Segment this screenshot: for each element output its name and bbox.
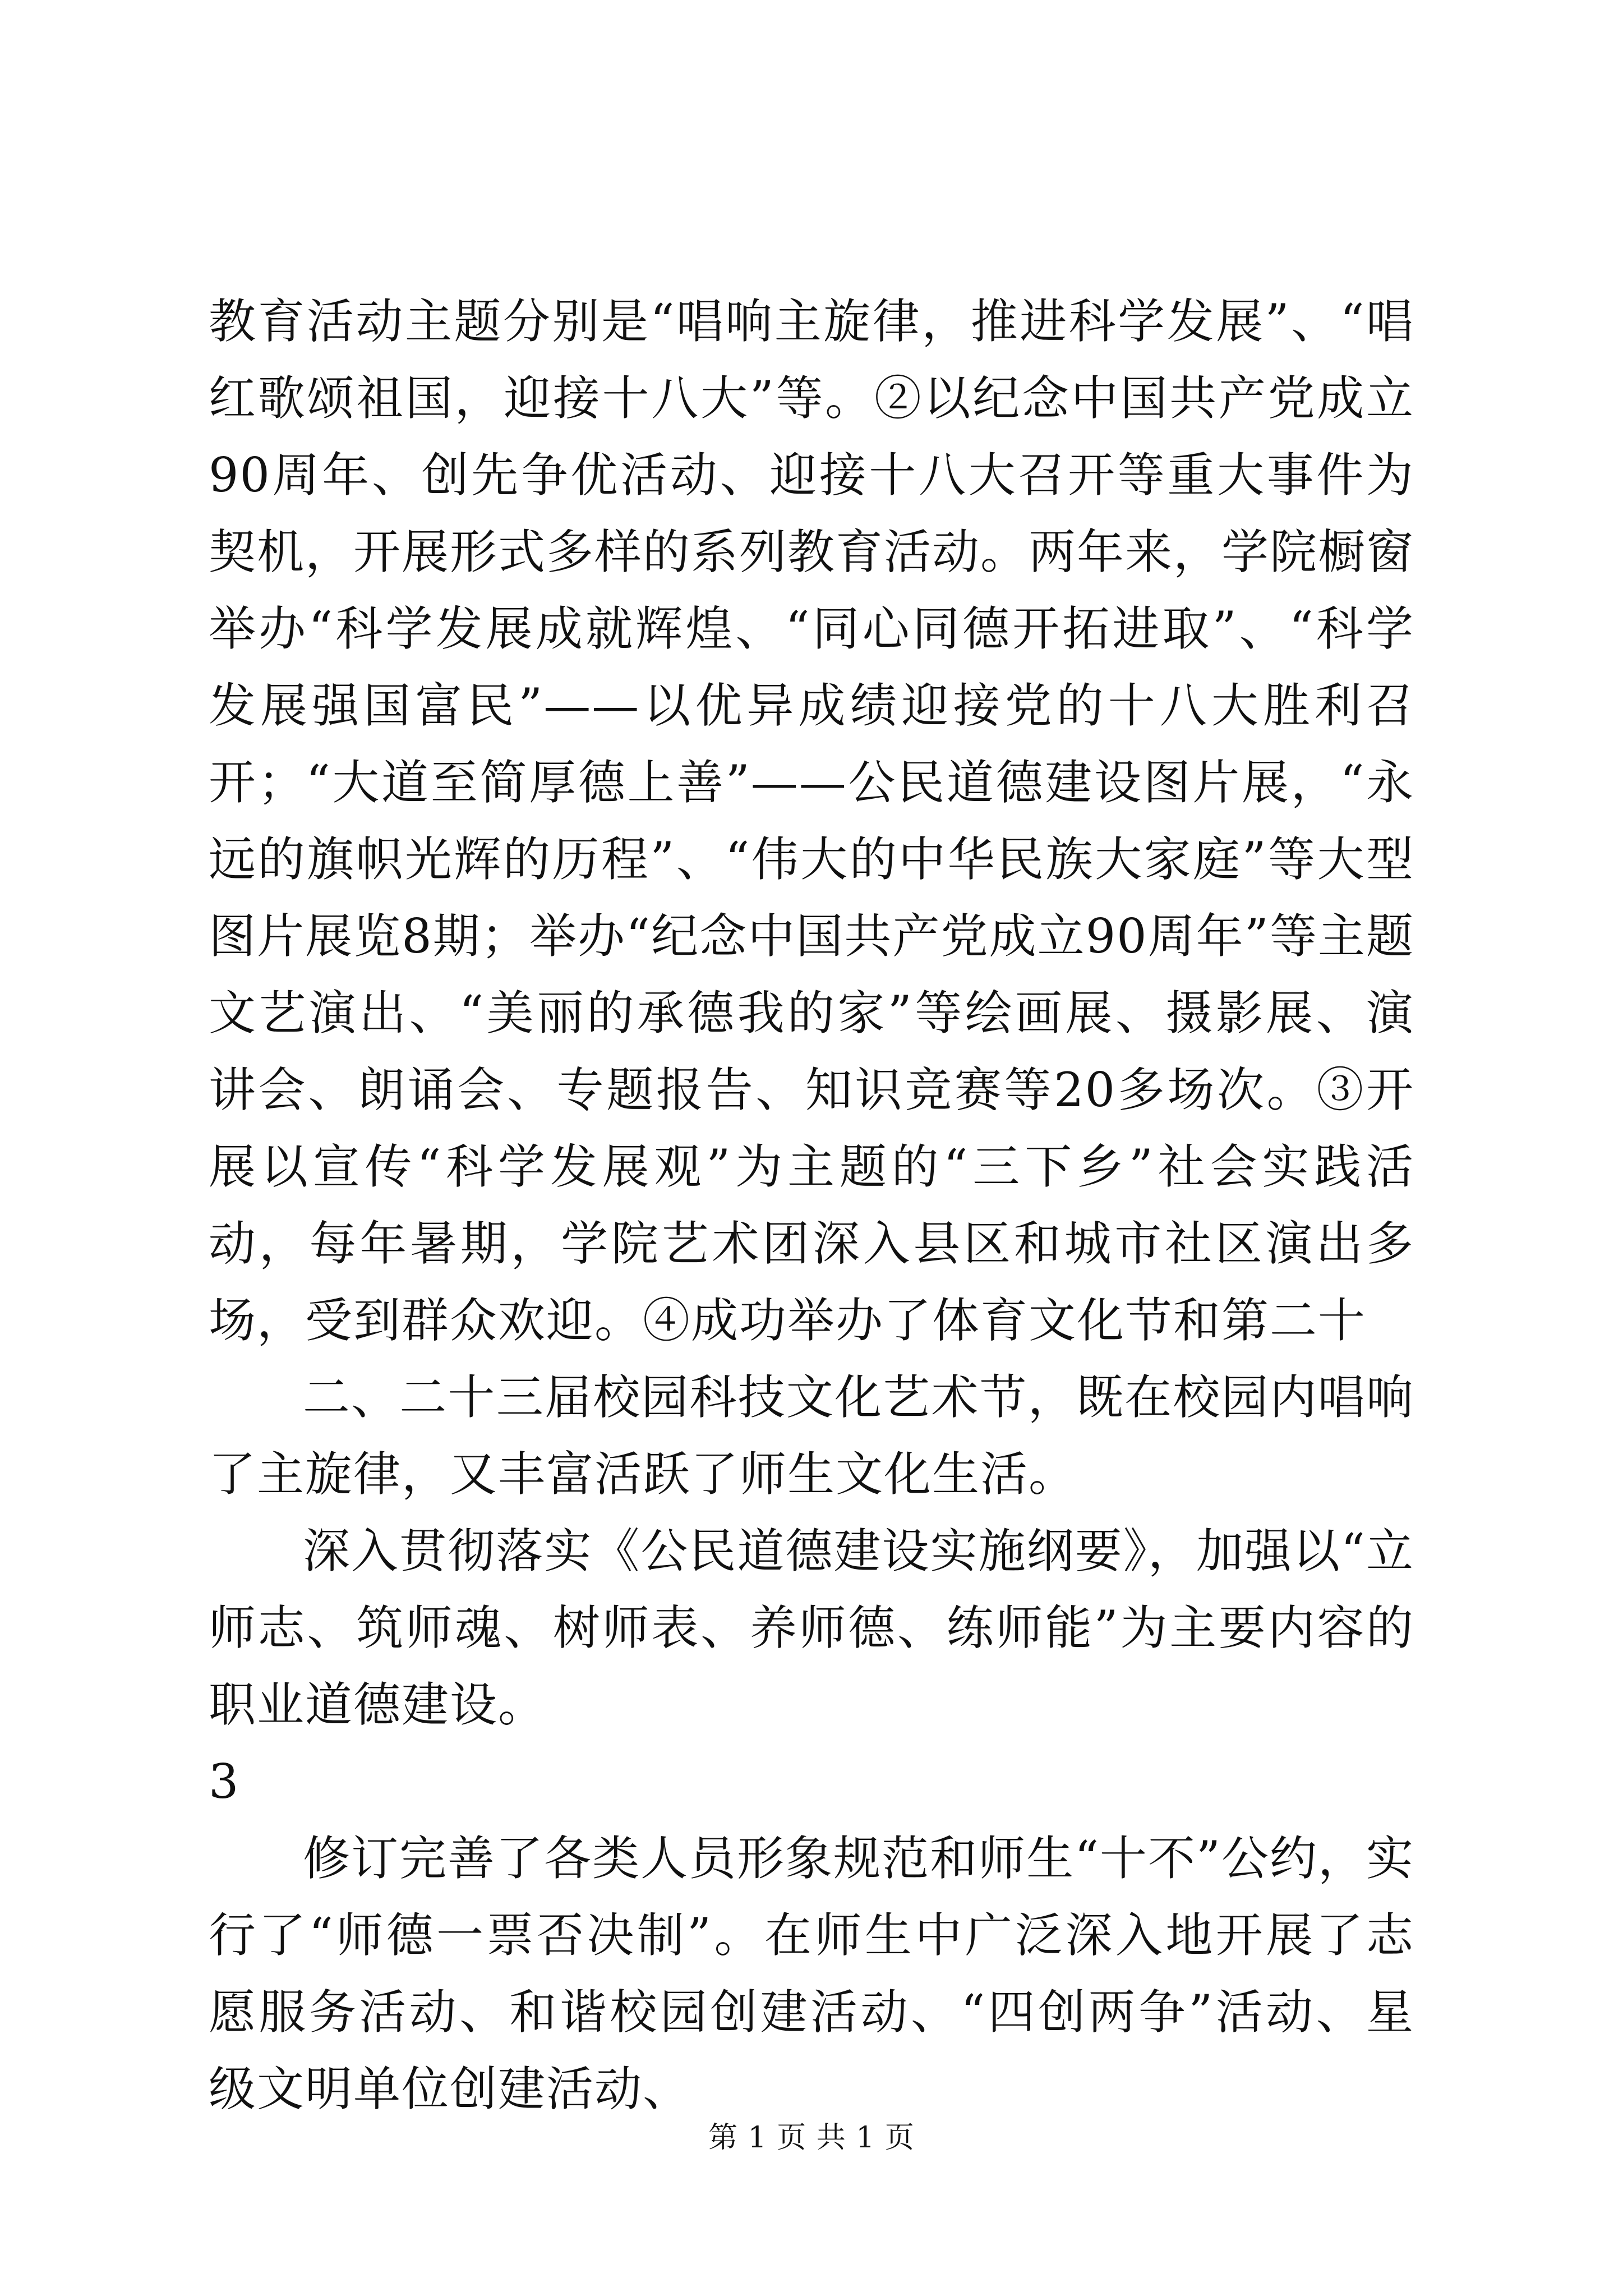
paragraph-5: 修订完善了各类人员形象规范和师生“十不”公约，实行了“师德一票否决制”。在师生中广泛深入地开展了志愿服务活动、和谐校园创建活动、“四创两争”活动、星级文明单位创建活动、: [209, 1831, 1414, 2116]
document-body: [209, 283, 1414, 2128]
page-footer: 第 1 页 共 1 页: [708, 2121, 915, 2155]
paragraph-2: 二、二十三届校园科技文化艺术节，既在校园内唱响了主旋律，又丰富活跃了师生文化生活。: [209, 1370, 1414, 1502]
paragraph-4: 3: [209, 1754, 240, 1809]
paragraph-1: 教育活动主题分别是“唱响主旋律，推进科学发展”、“唱红歌颂祖国，迎接十八大”等。②以纪念中国共产党成立90周年、创先争优活动、迎接十八大召开等重大事件为契机，开展形式多样的系列教育活动。两年来，学院橱窗举办“科学发展成就辉煌、“同心同德开拓进取”、“科学发展强国富民”——以优异成绩迎接党的十八大胜利召开；“大道至简厚德上善”——公民道德建设图片展，“永远的旗帜光辉的历程”、“伟大的中华民族大家庭”等大型图片展览8期；举办“纪念中国共产党成立90周年”等主题文艺演出、“美丽的承德我的家”等绘画展、摄影展、演讲会、朗诵会、专题报告、知识竞赛等20多场次。③开展以宣传“科学发展观”为主题的“三下乡”社会实践活动，每年暑期，学院艺术团深入县区和城市社区演出多场，受到群众欢迎。④成功举办了体育文化节和第二十: [209, 294, 1415, 1348]
paragraph-3: 深入贯彻落实《公民道德建设实施纲要》，加强以“立师志、筑师魂、树师表、养师德、练师能”为主要内容的职业道德建设。: [209, 1524, 1414, 1732]
